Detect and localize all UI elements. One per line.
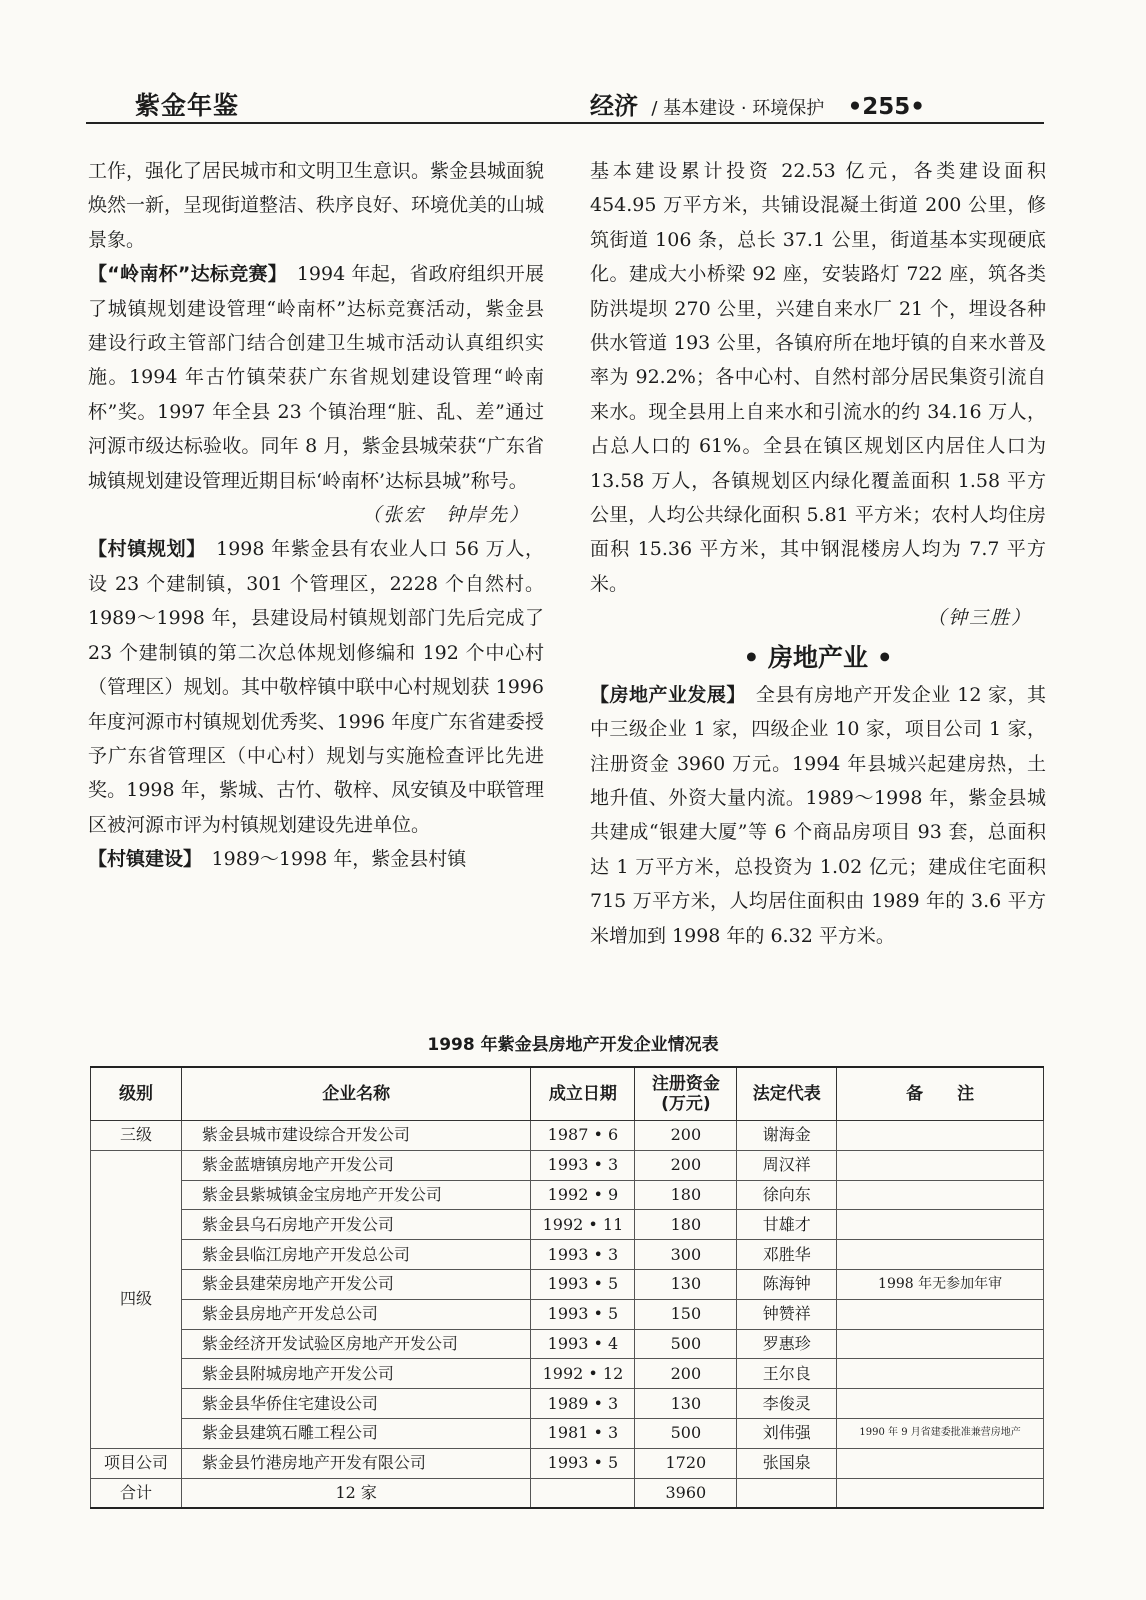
table-row	[91, 1299, 1044, 1329]
note-cell	[837, 1389, 1044, 1419]
established-date-cell: 1993 • 5	[531, 1269, 635, 1299]
company-name-cell: 紫金县城市建设综合开发公司	[181, 1121, 531, 1151]
intro-paragraph: 工作，强化了居民城市和文明卫生意识。紫金县城面貌焕然一新，呈现街道整洁、秩序良好、环境优美的山城景象。	[88, 160, 545, 251]
entry-heading: 【村镇建设】	[88, 848, 193, 871]
header-level: 级别	[91, 1067, 182, 1121]
established-date-cell: 1993 • 5	[531, 1299, 635, 1329]
representative-cell: 徐向东	[737, 1180, 837, 1210]
representative-cell	[737, 1478, 837, 1508]
company-name-cell: 紫金县竹港房地产开发有限公司	[181, 1448, 531, 1478]
company-count-cell: 12 家	[181, 1478, 531, 1508]
capital-cell: 180	[635, 1210, 737, 1240]
table-total-row	[91, 1478, 1044, 1508]
company-name-cell: 紫金县建筑石雕工程公司	[181, 1418, 531, 1448]
representative-cell: 陈海钟	[737, 1269, 837, 1299]
representative-cell: 邓胜华	[737, 1240, 837, 1270]
author-signature: （张宏 钟岸先）	[361, 504, 530, 527]
entry-village-planning: 【村镇规划】 1998 年紫金县有农业人口 56 万人，设 23 个建制镇，301 个管理区，2228 个自然村。1989～1998 年，县建设局村镇规划部门先后完成了 23 个建制镇的第二次总体规划修编和 192 个中心村（管理区）规划。其中敬梓镇中联中心村规划获 1996 年度河源市村镇规划优秀奖、1996 年度广东省建委授予广东省管理区（中心村）规划与实施检查评比先进奖。1998 年，紫城、古竹、敬梓、凤安镇及中联管理区被河源市评为村镇规划建设先进单位。	[88, 538, 544, 836]
established-date-cell: 1981 • 3	[531, 1418, 635, 1448]
note-cell	[837, 1180, 1044, 1210]
left-column	[88, 154, 544, 877]
representative-cell: 钟赞祥	[737, 1299, 837, 1329]
representative-cell: 张国泉	[737, 1448, 837, 1478]
table-header-row	[91, 1067, 1044, 1121]
representative-cell: 李俊灵	[737, 1389, 837, 1419]
section-header	[590, 86, 925, 121]
established-date-cell: 1992 • 11	[531, 1210, 635, 1240]
representative-cell: 甘雄才	[737, 1210, 837, 1240]
table-row	[91, 1150, 1044, 1180]
right-column	[590, 154, 1046, 953]
table-row	[91, 1389, 1044, 1419]
established-date-cell: 1993 • 4	[531, 1329, 635, 1359]
company-name-cell: 紫金经济开发试验区房地产开发公司	[181, 1329, 531, 1359]
book-title: 紫金年鉴	[135, 91, 240, 120]
note-cell	[837, 1448, 1044, 1478]
company-name-cell: 紫金县紫城镇金宝房地产开发公司	[181, 1180, 531, 1210]
capital-cell: 150	[635, 1299, 737, 1329]
entry-heading: 【村镇规划】	[88, 538, 197, 561]
table-row	[91, 1448, 1044, 1478]
representative-cell: 谢海金	[737, 1121, 837, 1151]
capital-cell: 500	[635, 1329, 737, 1359]
company-name-cell: 紫金县附城房地产开发公司	[181, 1359, 531, 1389]
established-date-cell: 1993 • 5	[531, 1448, 635, 1478]
continued-paragraph: 基本建设累计投资 22.53 亿元，各类建设面积 454.95 万平方米，共铺设混凝土街道 200 公里，修筑街道 106 条，总长 37.1 公里，街道基本实现硬底化。建成大小桥梁 92 座，安装路灯 722 座，筑各类防洪堤坝 270 公里，兴建自来水厂 21 个，埋设各种供水管道 193 公里，各镇府所在地圩镇的自来水普及率为 92.2%；各中心村、自然村部分居民集资引流自来水。现全县用上自来水和引流水的约 34.16 万人，占总人口的 61%。全县在镇区规划区内居住人口为 13.58 万人，各镇规划区内绿化覆盖面积 1.58 平方公里，人均公共绿化面积 5.81 平方米；农村人均住房面积 15.36 平方米，其中钢混楼房人均为 7.7 平方米。	[590, 160, 1046, 595]
level-cell: 三级	[91, 1121, 182, 1151]
established-date-cell: 1993 • 3	[531, 1150, 635, 1180]
capital-cell: 1720	[635, 1448, 737, 1478]
table-row	[91, 1329, 1044, 1359]
established-date-cell: 1992 • 12	[531, 1359, 635, 1389]
header-rep: 法定代表	[737, 1067, 837, 1121]
note-cell	[837, 1359, 1044, 1389]
capital-total-cell: 3960	[635, 1478, 737, 1508]
representative-cell: 刘伟强	[737, 1418, 837, 1448]
capital-cell: 130	[635, 1389, 737, 1419]
table-title: 1998 年紫金县房地产开发企业情况表	[427, 1035, 719, 1055]
entry-real-estate: 【房地产业发展】 全县有房地产开发企业 12 家，其中三级企业 1 家，四级企业 10 家，项目公司 1 家，注册资金 3960 万元。1994 年县城兴起建房热，土地升值、外资大量内流。1989～1998 年，紫金县城共建成“银建大厦”等 6 个商品房项目 93 套，总面积达 1 万平方米，总投资为 1.02 亿元；建成住宅面积 715 万平方米，人均居住面积由 1989 年的 3.6 平方米增加到 1998 年的 6.32 平方米。	[590, 683, 1046, 947]
note-cell	[837, 1299, 1044, 1329]
header-note: 备 注	[837, 1067, 1044, 1121]
level-cell: 项目公司	[91, 1448, 182, 1478]
capital-cell: 200	[635, 1359, 737, 1389]
page-number: •255•	[847, 94, 925, 120]
note-cell: 1998 年无参加年审	[837, 1269, 1044, 1299]
subsection-name: / 基本建设 · 环境保护	[651, 98, 825, 119]
note-cell	[837, 1478, 1044, 1508]
level-cell: 四级	[91, 1150, 182, 1448]
table-row	[91, 1269, 1044, 1299]
established-date-cell	[531, 1478, 635, 1508]
entry-heading: 【“岭南杯”达标竞赛】	[88, 263, 278, 286]
header-name: 企业名称	[181, 1067, 531, 1121]
capital-cell: 180	[635, 1180, 737, 1210]
author-signature: （钟三胜）	[926, 607, 1032, 630]
representative-cell: 罗惠珍	[737, 1329, 837, 1359]
company-name-cell: 紫金蓝塘镇房地产开发公司	[181, 1150, 531, 1180]
capital-cell: 200	[635, 1121, 737, 1151]
established-date-cell: 1987 • 6	[531, 1121, 635, 1151]
representative-cell: 周汉祥	[737, 1150, 837, 1180]
company-name-cell: 紫金县乌石房地产开发公司	[181, 1210, 531, 1240]
note-cell: 1990 年 9 月省建委批准兼营房地产	[837, 1418, 1044, 1448]
established-date-cell: 1992 • 9	[531, 1180, 635, 1210]
company-name-cell: 紫金县房地产开发总公司	[181, 1299, 531, 1329]
company-name-cell: 紫金县华侨住宅建设公司	[181, 1389, 531, 1419]
company-name-cell: 紫金县临江房地产开发总公司	[181, 1240, 531, 1270]
header-capital: 注册资金 (万元)	[635, 1067, 737, 1121]
entry-heading: 【房地产业发展】	[590, 683, 737, 706]
table-row	[91, 1418, 1044, 1448]
header-rule	[86, 122, 1044, 124]
note-cell	[837, 1210, 1044, 1240]
note-cell	[837, 1240, 1044, 1270]
entry-lingnan-cup: 【“岭南杯”达标竞赛】 1994 年起，省政府组织开展了城镇规划建设管理“岭南杯”达标竞赛活动，紫金县建设行政主管部门结合创建卫生城市活动认真组织实施。1994 年古竹镇荣获广东省规划建设管理“岭南杯”奖。1997 年全县 23 个镇治理“脏、乱、差”通过河源市级达标验收。同年 8 月，紫金县城荣获“广东省城镇规划建设管理近期目标‘岭南杯’达标县城”称号。	[88, 263, 544, 492]
section-name: 经济	[590, 92, 638, 120]
table-row	[91, 1359, 1044, 1389]
table-row	[91, 1180, 1044, 1210]
table-row	[91, 1210, 1044, 1240]
table-row	[91, 1121, 1044, 1151]
header-date: 成立日期	[531, 1067, 635, 1121]
entry-village-construction: 【村镇建设】 1989～1998 年，紫金县村镇	[88, 848, 467, 871]
table-row	[91, 1240, 1044, 1270]
company-name-cell: 紫金县建荣房地产开发公司	[181, 1269, 531, 1299]
note-cell	[837, 1329, 1044, 1359]
capital-cell: 300	[635, 1240, 737, 1270]
representative-cell: 王尔良	[737, 1359, 837, 1389]
section-title: • 房地产业 •	[743, 642, 893, 672]
capital-cell: 500	[635, 1418, 737, 1448]
real-estate-table	[90, 1066, 1044, 1509]
capital-cell: 130	[635, 1269, 737, 1299]
level-cell: 合计	[91, 1478, 182, 1508]
established-date-cell: 1993 • 3	[531, 1240, 635, 1270]
capital-cell: 200	[635, 1150, 737, 1180]
established-date-cell: 1989 • 3	[531, 1389, 635, 1419]
note-cell	[837, 1150, 1044, 1180]
note-cell	[837, 1121, 1044, 1151]
